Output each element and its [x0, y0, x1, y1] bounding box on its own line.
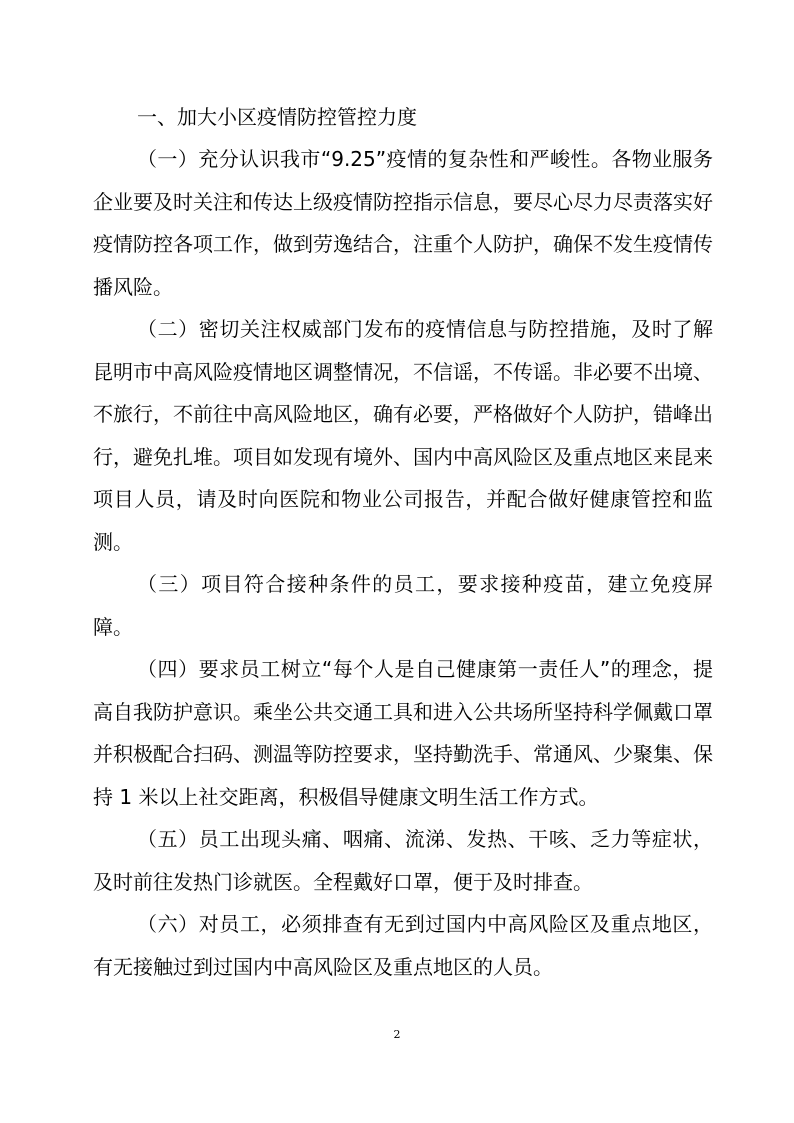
paragraph-6: （六）对员工，必须排查有无到过国内中高风险区及重点地区，有无接触过到过国内中高风险区及重点地区的人员。	[93, 912, 713, 979]
paragraph-5: （五）员工出现头痛、咽痛、流涕、发热、干咳、乏力等症状，及时前往发热门诊就医。全程戴好口罩，便于及时排查。	[93, 827, 713, 894]
paragraph-3: （三）项目符合接种条件的员工，要求接种疫苗，建立免疫屏障。	[93, 572, 713, 639]
paragraph-4: （四）要求员工树立“每个人是自己健康第一责任人”的理念，提高自我防护意识。乘坐公共交通工具和进入公共场所坚持科学佩戴口罩并积极配合扫码、测温等防控要求，坚持勤洗手、常通风、少聚集、保持 1 米以上社交距离，积极倡导健康文明生活工作方式。	[93, 657, 713, 809]
paragraph-1: （一）充分认识我市“9.25”疫情的复杂性和严峻性。各物业服务企业要及时关注和传达上级疫情防控指示信息，要尽心尽力尽责落实好疫情防控各项工作，做到劳逸结合，注重个人防护，确保不发生疫情传播风险。	[93, 147, 713, 299]
page-number: 2	[393, 1028, 401, 1041]
section-heading: 一、加大小区疫情防控管控力度	[137, 105, 417, 129]
document-body	[93, 96, 713, 988]
paragraph-2: （二）密切关注权威部门发布的疫情信息与防控措施，及时了解昆明市中高风险疫情地区调整情况，不信谣，不传谣。非必要不出境、不旅行，不前往中高风险地区，确有必要，严格做好个人防护，错峰出行，避免扎堆。项目如发现有境外、国内中高风险区及重点地区来昆来项目人员，请及时向医院和物业公司报告，并配合做好健康管控和监测。	[93, 317, 713, 554]
